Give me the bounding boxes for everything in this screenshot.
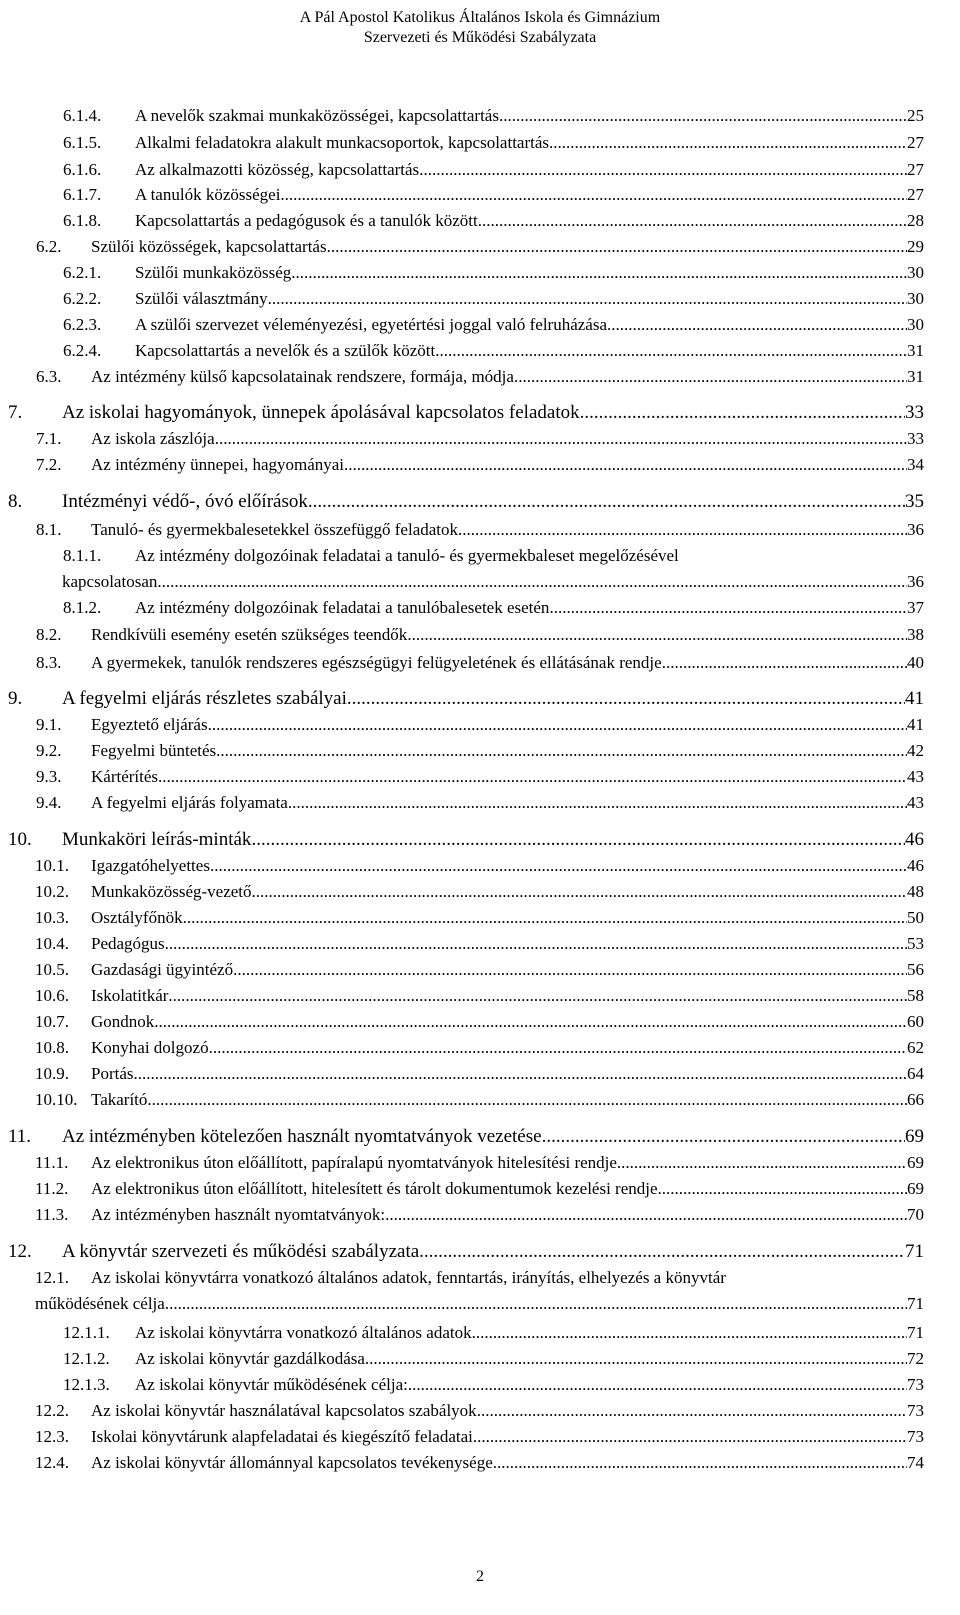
- toc-dot-leader: [210, 856, 907, 876]
- toc-entry-title: Az intézményben használt nyomtatványok:: [91, 1204, 386, 1224]
- toc-entry-title: Az intézményben kötelezően használt nyomtatványok vezetése: [62, 1125, 542, 1147]
- toc-entry-title: Kapcsolattartás a nevelők és a szülők között: [135, 340, 436, 360]
- toc-dot-leader: [288, 793, 907, 813]
- toc-page-number: 71: [907, 1293, 924, 1313]
- toc-entry-title: A tanulók közösségei: [135, 184, 281, 204]
- toc-entry-number: 6.1.7.: [63, 184, 102, 204]
- toc-entry-title: Konyhai dolgozó: [91, 1037, 209, 1057]
- toc-entry-title: Rendkívüli esemény esetén szükséges teendők: [91, 624, 408, 644]
- toc-page-number: 34: [907, 454, 924, 474]
- toc-entry[interactable]: [35, 1427, 924, 1447]
- toc-dot-leader: [407, 625, 907, 645]
- toc-entry-title: Iskolai könyvtárunk alapfeladatai és kiegészítő feladatai: [91, 1426, 473, 1446]
- toc-dot-leader: [147, 1090, 907, 1110]
- toc-dot-leader: [408, 1375, 907, 1395]
- toc-dot-leader: [435, 341, 907, 361]
- toc-entry-title: Gazdasági ügyintéző: [91, 959, 234, 979]
- toc-dot-leader: [477, 1401, 907, 1421]
- toc-entry[interactable]: [36, 520, 924, 540]
- toc-page-number: 41: [907, 714, 924, 734]
- toc-dot-leader: [549, 133, 907, 153]
- toc-entry-number: 6.2.1.: [63, 262, 102, 282]
- toc-dot-leader: [458, 520, 907, 540]
- toc-entry[interactable]: [63, 315, 924, 335]
- toc-page-number: 60: [907, 1011, 924, 1031]
- toc-page-number: 30: [907, 262, 924, 282]
- toc-dot-leader: [327, 237, 907, 257]
- toc-entry-number: 6.2.3.: [63, 314, 102, 334]
- toc-dot-leader: [216, 741, 907, 761]
- toc-entry[interactable]: [36, 429, 924, 449]
- toc-entry[interactable]: [35, 908, 924, 928]
- toc-entry[interactable]: [35, 1038, 924, 1058]
- toc-page-number: 36: [907, 519, 924, 539]
- toc-entry[interactable]: [35, 1012, 924, 1032]
- toc-entry-title: Munkaközösség-vezető: [91, 881, 252, 901]
- toc-page-number: 27: [907, 159, 924, 179]
- toc-entry[interactable]: [8, 688, 924, 710]
- toc-entry-number: 10.2.: [35, 881, 69, 901]
- toc-dot-leader: [165, 934, 907, 954]
- toc-entry[interactable]: [36, 715, 924, 735]
- toc-dot-leader: [499, 106, 907, 126]
- toc-dot-leader: [580, 402, 905, 424]
- toc-entry[interactable]: [63, 546, 924, 566]
- toc-entry[interactable]: [36, 767, 924, 787]
- toc-page-number: 37: [907, 597, 924, 617]
- toc-entry[interactable]: [63, 160, 924, 180]
- toc-entry[interactable]: [35, 1268, 924, 1288]
- toc-page-number: 71: [905, 1240, 924, 1262]
- toc-page-number: 71: [907, 1322, 924, 1342]
- toc-page-number: 35: [905, 490, 924, 512]
- toc-entry[interactable]: [35, 1153, 924, 1173]
- toc-entry-title: Osztályfőnök: [91, 907, 183, 927]
- toc-dot-leader: [157, 572, 907, 592]
- toc-entry-number: 6.1.6.: [63, 159, 102, 179]
- toc-entry-title: Intézményi védő-, óvó előírások: [62, 490, 308, 512]
- page-number: 2: [476, 1568, 484, 1585]
- toc-entry[interactable]: [8, 1241, 924, 1263]
- toc-dot-leader: [419, 1241, 905, 1263]
- toc-entry-title-continuation: működésének célja: [35, 1293, 165, 1313]
- toc-entry-title: A könyvtár szervezeti és működési szabályzata: [62, 1240, 420, 1262]
- toc-page-number: 25: [907, 105, 924, 125]
- toc-page-number: 31: [907, 340, 924, 360]
- toc-entry-number: 9.2.: [36, 740, 62, 760]
- toc-page-number: 27: [907, 132, 924, 152]
- toc-entry-number: 9.1.: [36, 714, 62, 734]
- toc-page-number: 50: [907, 907, 924, 927]
- toc-page-number: 41: [905, 687, 924, 709]
- toc-entry-number: 8.1.2.: [63, 597, 102, 617]
- toc-page-number: 27: [907, 184, 924, 204]
- toc-page-number: 33: [905, 401, 924, 423]
- toc-entry[interactable]: [35, 856, 924, 876]
- toc-entry[interactable]: [35, 934, 924, 954]
- toc-entry-number: 8.2.: [36, 624, 62, 644]
- toc-entry[interactable]: [63, 133, 924, 153]
- toc-page-number: 73: [907, 1374, 924, 1394]
- toc-entry[interactable]: [35, 1401, 924, 1421]
- toc-entry-number: 10.: [8, 828, 32, 850]
- toc-entry[interactable]: [63, 289, 924, 309]
- toc-dot-leader: [165, 1294, 907, 1314]
- toc-entry-number: 12.3.: [35, 1426, 69, 1446]
- toc-entry-title-continuation: kapcsolatosan: [62, 571, 158, 591]
- toc-dot-leader: [473, 1427, 907, 1447]
- toc-entry-number: 12.: [8, 1240, 32, 1262]
- toc-entry-continuation[interactable]: [62, 572, 924, 592]
- toc-entry-number: 11.3.: [35, 1204, 69, 1224]
- toc-page-number: 72: [907, 1348, 924, 1368]
- toc-entry-title: Portás: [91, 1063, 134, 1083]
- toc-entry[interactable]: [35, 1453, 924, 1473]
- toc-entry-title: Az intézmény ünnepei, hagyományai: [91, 454, 345, 474]
- toc-entry[interactable]: [35, 1179, 924, 1199]
- toc-entry[interactable]: [63, 598, 924, 618]
- toc-entry-title: Tanuló- és gyermekbalesetekkel összefüggő feladatok: [91, 519, 459, 539]
- toc-entry-title: Munkaköri leírás-minták: [62, 828, 252, 850]
- toc-dot-leader: [252, 882, 907, 902]
- toc-entry[interactable]: [8, 829, 924, 851]
- toc-entry[interactable]: [36, 237, 924, 257]
- toc-dot-leader: [215, 429, 907, 449]
- toc-entry-title: Iskolatitkár: [91, 985, 169, 1005]
- toc-entry-number: 11.1.: [35, 1152, 69, 1172]
- toc-page-number: 69: [907, 1152, 924, 1172]
- toc-entry-title: Kártérítés: [91, 766, 159, 786]
- toc-entry-title: Az alkalmazotti közösség, kapcsolattartás: [135, 159, 420, 179]
- toc-entry-title: A szülői szervezet véleményezési, egyetértési joggal való felruházása: [135, 314, 608, 334]
- toc-entry-number: 6.1.8.: [63, 210, 102, 230]
- toc-entry-title: Takarító: [91, 1089, 148, 1109]
- toc-entry[interactable]: [36, 367, 924, 387]
- toc-dot-leader: [493, 1453, 907, 1473]
- toc-entry[interactable]: [8, 491, 924, 513]
- toc-page-number: 73: [907, 1426, 924, 1446]
- toc-entry-number: 11.: [8, 1125, 32, 1147]
- toc-dot-leader: [617, 1153, 907, 1173]
- toc-entry-title: A gyermekek, tanulók rendszeres egészségügyi felügyeletének és ellátásának rendje: [91, 652, 662, 672]
- toc-entry-title: Szülői választmány: [135, 288, 268, 308]
- toc-page-number: 69: [907, 1178, 924, 1198]
- toc-entry-number: 12.1.1.: [63, 1322, 110, 1342]
- toc-entry-title: Gondnok: [91, 1011, 155, 1031]
- toc-entry-title: Az iskolai könyvtár működésének célja:: [135, 1374, 408, 1394]
- toc-entry-title: Az iskolai könyvtár gazdálkodása: [135, 1348, 365, 1368]
- toc-entry-number: 8.3.: [36, 652, 62, 672]
- toc-entry-continuation[interactable]: [35, 1294, 924, 1314]
- toc-entry-number: 12.1.2.: [63, 1348, 110, 1368]
- toc-entry[interactable]: [35, 1064, 924, 1084]
- toc-page-number: 56: [907, 959, 924, 979]
- toc-dot-leader: [183, 908, 907, 928]
- toc-dot-leader: [472, 1323, 907, 1343]
- toc-dot-leader: [347, 688, 905, 710]
- toc-dot-leader: [344, 455, 907, 475]
- toc-entry-number: 10.8.: [35, 1037, 69, 1057]
- toc-dot-leader: [514, 367, 907, 387]
- toc-entry-title: A fegyelmi eljárás folyamata: [91, 792, 288, 812]
- toc-page-number: 43: [907, 766, 924, 786]
- toc-entry-number: 6.2.2.: [63, 288, 102, 308]
- toc-page-number: 28: [907, 210, 924, 230]
- toc-page-number: 73: [907, 1400, 924, 1420]
- toc-entry-title: Kapcsolattartás a pedagógusok és a tanulók között: [135, 210, 478, 230]
- toc-entry-title: Igazgatóhelyettes: [91, 855, 210, 875]
- toc-entry-title: Pedagógus: [91, 933, 165, 953]
- toc-entry-title: Fegyelmi büntetés: [91, 740, 217, 760]
- toc-dot-leader: [209, 1038, 907, 1058]
- toc-dot-leader: [542, 1126, 905, 1148]
- toc-entry-number: 10.1.: [35, 855, 69, 875]
- toc-entry[interactable]: [63, 185, 924, 205]
- toc-page-number: 46: [905, 828, 924, 850]
- toc-entry-title: Az iskolai hagyományok, ünnepek ápolásával kapcsolatos feladatok: [62, 401, 580, 423]
- toc-entry-title: Az elektronikus úton előállított, hitelesített és tárolt dokumentumok kezelési rendje: [91, 1178, 658, 1198]
- toc-dot-leader: [419, 160, 907, 180]
- toc-entry-number: 10.9.: [35, 1063, 69, 1083]
- toc-entry-number: 12.2.: [35, 1400, 69, 1420]
- toc-entry-number: 10.7.: [35, 1011, 69, 1031]
- toc-entry[interactable]: [8, 402, 924, 424]
- toc-entry-number: 7.1.: [36, 428, 62, 448]
- toc-entry-number: 6.3.: [36, 366, 62, 386]
- toc-page-number: 74: [907, 1452, 924, 1472]
- toc-entry-number: 7.: [8, 401, 23, 423]
- toc-entry-title: Az iskolai könyvtár állománnyal kapcsolatos tevékenysége: [91, 1452, 493, 1472]
- toc-page-number: 33: [907, 428, 924, 448]
- toc-page-number: 62: [907, 1037, 924, 1057]
- toc-entry[interactable]: [36, 741, 924, 761]
- toc-entry-title: Alkalmi feladatokra alakult munkacsoportok, kapcsolattartás: [135, 132, 550, 152]
- toc-dot-leader: [662, 653, 907, 673]
- toc-entry-title: Az intézmény külső kapcsolatainak rendszere, formája, módja: [91, 366, 514, 386]
- toc-dot-leader: [291, 263, 907, 283]
- toc-dot-leader: [268, 289, 907, 309]
- toc-entry-title: Egyeztető eljárás: [91, 714, 208, 734]
- toc-entry[interactable]: [36, 653, 924, 673]
- toc-dot-leader: [549, 598, 907, 618]
- toc-entry-number: 8.1.: [36, 519, 62, 539]
- toc-page-number: 46: [907, 855, 924, 875]
- toc-entry-number: 8.1.1.: [63, 545, 102, 565]
- toc-entry-number: 10.3.: [35, 907, 69, 927]
- toc-entry-number: 12.1.: [35, 1267, 69, 1287]
- toc-entry-title: Az intézmény dolgozóinak feladatai a tanulóbalesetek esetén: [135, 597, 550, 617]
- toc-page-number: 43: [907, 792, 924, 812]
- toc-dot-leader: [385, 1205, 907, 1225]
- toc-dot-leader: [233, 960, 907, 980]
- toc-entry-title: A fegyelmi eljárás részletes szabályai: [62, 687, 347, 709]
- toc-entry[interactable]: [36, 793, 924, 813]
- toc-dot-leader: [251, 829, 905, 851]
- toc-entry-number: 11.2.: [35, 1178, 69, 1198]
- toc-entry[interactable]: [35, 1090, 924, 1110]
- toc-entry[interactable]: [63, 341, 924, 361]
- toc-entry-number: 6.2.: [36, 236, 62, 256]
- toc-entry-number: 6.1.4.: [63, 105, 102, 125]
- toc-dot-leader: [607, 315, 907, 335]
- toc-dot-leader: [158, 767, 907, 787]
- toc-dot-leader: [280, 185, 907, 205]
- toc-entry-title: Az iskolai könyvtár használatával kapcsolatos szabályok: [91, 1400, 477, 1420]
- toc-entry-title: Az iskolai könyvtárra vonatkozó általános adatok, fenntartás, irányítás, elhelyezés a könyvtár: [91, 1267, 726, 1287]
- toc-entry[interactable]: [35, 882, 924, 902]
- toc-page-number: 30: [907, 314, 924, 334]
- toc-entry-title: Az intézmény dolgozóinak feladatai a tanuló- és gyermekbaleset megelőzésével: [135, 545, 679, 565]
- toc-page-number: 31: [907, 366, 924, 386]
- toc-entry[interactable]: [35, 960, 924, 980]
- toc-entry-number: 10.6.: [35, 985, 69, 1005]
- toc-entry-number: 6.2.4.: [63, 340, 102, 360]
- toc-page-number: 40: [907, 652, 924, 672]
- toc-page-number: 48: [907, 881, 924, 901]
- toc-dot-leader: [658, 1179, 907, 1199]
- toc-page-number: 36: [907, 571, 924, 591]
- toc-entry[interactable]: [63, 263, 924, 283]
- toc-entry-number: 10.4.: [35, 933, 69, 953]
- toc-entry[interactable]: [36, 625, 924, 645]
- toc-entry-number: 12.1.3.: [63, 1374, 110, 1394]
- toc-entry-number: 7.2.: [36, 454, 62, 474]
- toc-entry-number: 10.5.: [35, 959, 69, 979]
- toc-entry[interactable]: [35, 1205, 924, 1225]
- toc-entry-title: Az iskola zászlója: [91, 428, 215, 448]
- toc-entry-title: Szülői munkaközösség: [135, 262, 292, 282]
- toc-entry-title: Az iskolai könyvtárra vonatkozó általános adatok: [135, 1322, 472, 1342]
- toc-entry[interactable]: [63, 211, 924, 231]
- toc-entry-title: Szülői közösségek, kapcsolattartás: [91, 236, 327, 256]
- toc-dot-leader: [134, 1064, 908, 1084]
- toc-entry-number: 9.: [8, 687, 23, 709]
- toc-page-number: 29: [907, 236, 924, 256]
- toc-entry-number: 9.4.: [36, 792, 62, 812]
- toc-entry[interactable]: [35, 986, 924, 1006]
- toc-page-number: 64: [907, 1063, 924, 1083]
- toc-entry[interactable]: [63, 1349, 924, 1369]
- toc-entry-title: A nevelők szakmai munkaközösségei, kapcsolattartás: [135, 105, 499, 125]
- toc-page-number: 66: [907, 1089, 924, 1109]
- toc-entry[interactable]: [8, 1126, 924, 1148]
- header-school-name: A Pál Apostol Katolikus Általános Iskola és Gimnázium: [299, 9, 661, 26]
- toc-entry-number: 6.1.5.: [63, 132, 102, 152]
- toc-page-number: 30: [907, 288, 924, 308]
- toc-entry[interactable]: [63, 1323, 924, 1343]
- toc-page-number: 69: [905, 1125, 924, 1147]
- toc-page-number: 53: [907, 933, 924, 953]
- toc-entry-title: Az elektronikus úton előállított, papíralapú nyomtatványok hitelesítési rendje: [91, 1152, 617, 1172]
- toc-entry[interactable]: [36, 455, 924, 475]
- toc-entry[interactable]: [63, 1375, 924, 1395]
- toc-dot-leader: [478, 211, 907, 231]
- toc-dot-leader: [365, 1349, 907, 1369]
- header-document-title: Szervezeti és Működési Szabályzata: [363, 29, 597, 46]
- toc-entry-number: 9.3.: [36, 766, 62, 786]
- toc-page-number: 42: [907, 740, 924, 760]
- toc-dot-leader: [308, 491, 905, 513]
- toc-dot-leader: [208, 715, 907, 735]
- toc-page-number: 58: [907, 985, 924, 1005]
- toc-dot-leader: [168, 986, 907, 1006]
- toc-page-number: 70: [907, 1204, 924, 1224]
- toc-entry-number: 8.: [8, 490, 23, 512]
- toc-dot-leader: [154, 1012, 907, 1032]
- toc-entry-number: 10.10.: [35, 1089, 78, 1109]
- toc-page-number: 38: [907, 624, 924, 644]
- toc-entry-number: 12.4.: [35, 1452, 69, 1472]
- toc-entry[interactable]: [63, 106, 924, 126]
